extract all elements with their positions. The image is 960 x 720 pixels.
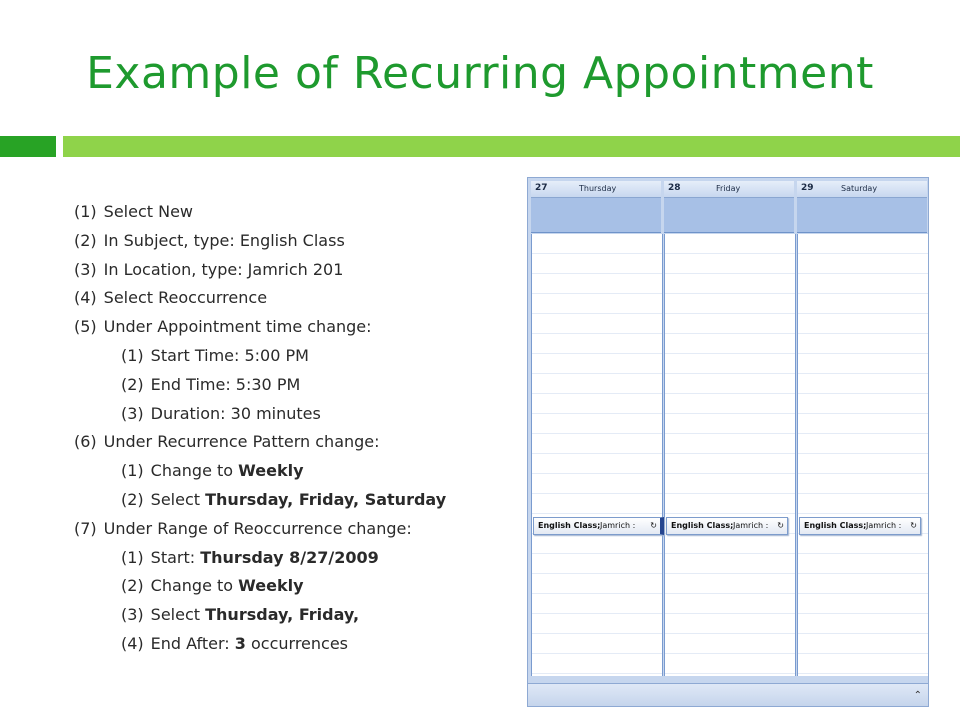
step-number: (3) — [74, 259, 97, 279]
appointment-subject: English Class; — [804, 521, 867, 530]
sub-step — [121, 346, 309, 365]
appointment-location: Jamrich : — [600, 521, 636, 530]
appointment-location: Jamrich : — [733, 521, 769, 530]
day-name: Saturday — [841, 184, 878, 193]
step-number: (3) — [121, 403, 144, 423]
appointment-saturday[interactable] — [799, 517, 921, 535]
calendar-footer — [528, 683, 928, 707]
step-text — [104, 519, 412, 538]
day-name: Thursday — [579, 184, 617, 193]
step-number: (1) — [74, 202, 97, 221]
step — [74, 432, 380, 451]
step-text-part: Duration: 30 minutes — [150, 403, 321, 423]
step-text — [151, 605, 359, 624]
step-text-part: Under Recurrence Pattern change: — [103, 432, 380, 452]
appointment-subject: English Class; — [671, 521, 734, 530]
step-text-part: End Time: 5:30 PM — [150, 374, 301, 394]
sub-step — [121, 548, 379, 567]
step-text-bold: Weekly — [238, 576, 304, 596]
step-text-part: Select Reoccurrence — [103, 288, 268, 308]
day-number: 28 — [668, 183, 681, 193]
sub-step — [121, 461, 304, 480]
sub-step — [121, 605, 359, 624]
step-number: (3) — [121, 605, 144, 625]
step-text-bold: 3 — [234, 634, 246, 653]
day-name: Friday — [716, 184, 741, 193]
step-text-part: In Subject, type: English Class — [103, 230, 345, 250]
all-day-slot[interactable] — [797, 198, 927, 233]
step-text — [104, 432, 380, 451]
step-number: (1) — [121, 346, 144, 365]
step-text — [151, 548, 379, 567]
step-text-part: occurrences — [245, 634, 349, 653]
day-number: 27 — [535, 183, 548, 193]
calendar-week-view — [527, 177, 929, 707]
step-number: (4) — [74, 288, 97, 308]
step-number: (1) — [121, 461, 144, 481]
step-text-part: Change to — [150, 461, 239, 481]
step-text-part: Select New — [103, 202, 194, 221]
step-text-part: Select — [150, 605, 206, 625]
step-text — [151, 634, 348, 653]
step — [74, 202, 193, 221]
step-text — [151, 346, 309, 365]
sub-step — [121, 375, 300, 394]
step-text-part: End After: — [150, 634, 235, 653]
recurrence-icon: ↻ — [650, 521, 657, 530]
day-header-friday[interactable] — [664, 181, 794, 198]
step-text-part: Start: — [150, 547, 201, 567]
day-number: 29 — [801, 183, 814, 193]
all-day-slot[interactable] — [664, 198, 794, 233]
step-text-bold: Thursday, Friday, Saturday — [205, 490, 447, 509]
accent-bar-light — [63, 136, 960, 157]
appointment-subject: English Class; — [538, 521, 601, 530]
double-chevron-up-icon[interactable]: ⌃ — [913, 690, 922, 701]
sub-step — [121, 404, 321, 423]
step-text — [104, 288, 267, 307]
step-text — [104, 317, 372, 336]
sub-step — [121, 490, 446, 509]
step-text — [151, 576, 304, 595]
step — [74, 288, 267, 307]
step — [74, 231, 345, 250]
day-column-saturday[interactable] — [797, 234, 929, 676]
step-text — [151, 404, 321, 423]
step-text — [104, 202, 193, 221]
appointment-thursday[interactable] — [533, 517, 664, 535]
step-number: (2) — [121, 374, 144, 394]
recurrence-icon: ↻ — [777, 521, 784, 530]
step-text — [151, 490, 446, 509]
step-text-part: In Location, type: Jamrich 201 — [103, 259, 344, 279]
step-text-part: Start Time: 5:00 PM — [150, 346, 309, 365]
step — [74, 317, 372, 336]
day-header-saturday[interactable] — [797, 181, 927, 198]
step-text-bold: Thursday, Friday, — [205, 605, 360, 625]
step-number: (6) — [74, 432, 97, 452]
step-text-part: Under Appointment time change: — [103, 317, 372, 337]
step-text — [104, 231, 345, 250]
step-number: (2) — [121, 490, 144, 509]
step-number: (1) — [121, 547, 144, 567]
day-column-friday[interactable] — [664, 234, 796, 676]
step-number: (7) — [74, 518, 97, 538]
sub-step — [121, 634, 348, 653]
step — [74, 519, 412, 538]
step-number: (5) — [74, 317, 97, 337]
step-text-bold: Weekly — [238, 461, 304, 481]
step-text-bold: Thursday 8/27/2009 — [200, 547, 379, 567]
step-text-part: Under Range of Reoccurrence change: — [103, 518, 412, 538]
accent-bar-dark — [0, 136, 56, 157]
step-text — [104, 260, 344, 279]
step-number: (2) — [74, 230, 97, 250]
recurrence-icon: ↻ — [910, 521, 917, 530]
sub-step — [121, 576, 304, 595]
step-text — [151, 375, 301, 394]
step-text — [151, 461, 304, 480]
step-number: (4) — [121, 634, 144, 653]
step — [74, 260, 343, 279]
day-column-thursday[interactable] — [531, 234, 663, 676]
step-text-part: Select — [150, 490, 206, 509]
appointment-friday[interactable] — [666, 517, 788, 535]
day-header-thursday[interactable] — [531, 181, 661, 198]
slide-title: Example of Recurring Appointment — [86, 48, 874, 99]
step-number: (2) — [121, 576, 144, 596]
step-text-part: Change to — [150, 576, 239, 596]
appointment-location: Jamrich : — [866, 521, 902, 530]
all-day-slot[interactable] — [531, 198, 661, 233]
